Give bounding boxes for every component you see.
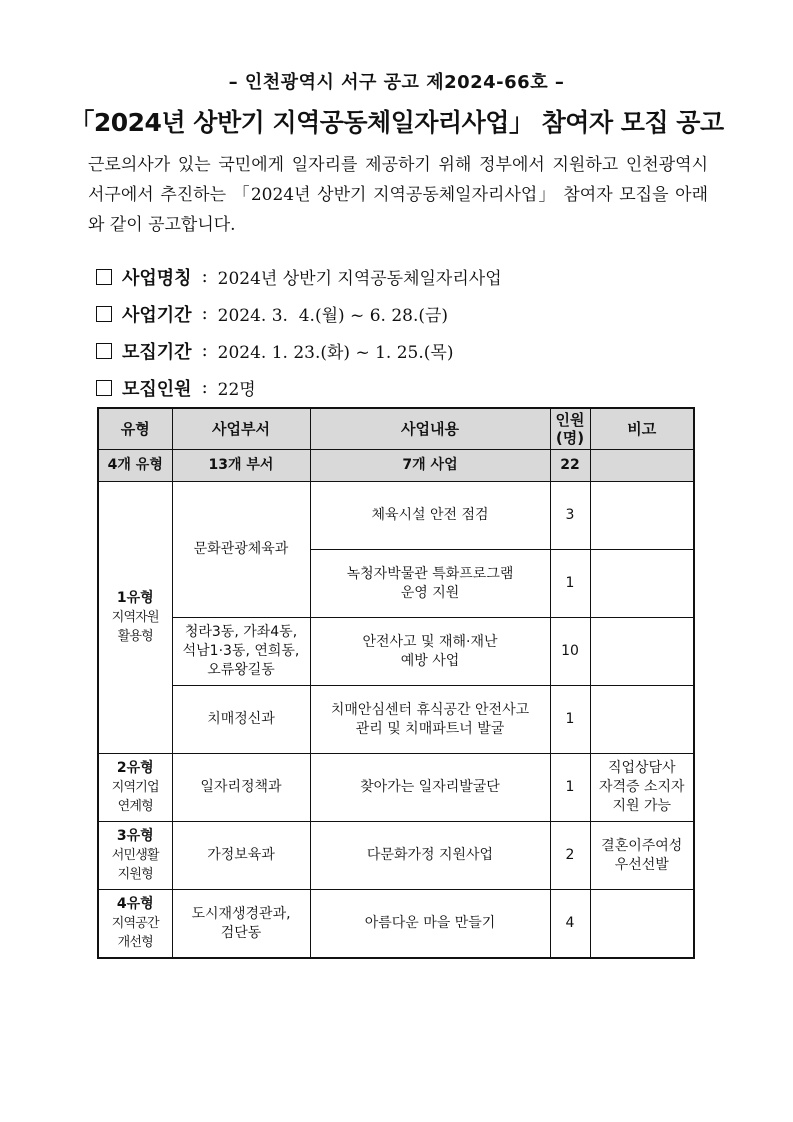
item-value: 2024. 3. 4.(월) ~ 6. 28.(금): [217, 306, 449, 326]
table-row: [98, 482, 694, 550]
item-recruit-count: [96, 369, 706, 406]
content-cell: 녹청자박물관 특화프로그램 운영 지원: [310, 550, 550, 618]
count-cell: 3: [550, 482, 590, 550]
note-cell: [590, 686, 694, 754]
type-name: 4유형: [116, 896, 154, 912]
table-row: [98, 822, 694, 890]
item-separator: :: [201, 266, 208, 287]
checkbox-icon: [96, 269, 112, 285]
content-cell: 다문화가정 지원사업: [310, 822, 550, 890]
table-row: [98, 890, 694, 959]
item-value: 22명: [217, 380, 256, 400]
summary-dept: 13개 부서: [172, 450, 310, 482]
header-count: 인원 (명): [550, 408, 590, 450]
type-cell: [98, 890, 172, 959]
count-cell: 10: [550, 618, 590, 686]
summary-note: [590, 450, 694, 482]
item-label: 사업기간: [122, 304, 192, 326]
header-type: 유형: [98, 408, 172, 450]
dept-cell: 문화관광체육과: [172, 482, 310, 618]
page-title: 「2024년 상반기 지역공동체일자리사업」 참여자 모집 공고: [69, 108, 724, 137]
program-table: [97, 407, 695, 959]
item-label: 모집인원: [122, 378, 192, 400]
note-cell: [590, 482, 694, 550]
table-header-row: [98, 408, 694, 450]
type-name: 1유형: [116, 590, 154, 606]
item-value: 2024년 상반기 지역공동체일자리사업: [217, 269, 502, 289]
type-name: 2유형: [116, 760, 154, 776]
header-content: 사업내용: [310, 408, 550, 450]
header-note: 비고: [590, 408, 694, 450]
summary-content: 7개 사업: [310, 450, 550, 482]
item-label: 사업명칭: [122, 267, 192, 289]
summary-type: 4개 유형: [98, 450, 172, 482]
content-cell: 체육시설 안전 점검: [310, 482, 550, 550]
dept-cell: 치매정신과: [172, 686, 310, 754]
content-cell: 아름다운 마을 만들기: [310, 890, 550, 959]
note-cell: [590, 550, 694, 618]
item-recruit-period: [96, 332, 706, 369]
type-cell: [98, 482, 172, 754]
dept-cell: 일자리정책과: [172, 754, 310, 822]
count-cell: 1: [550, 550, 590, 618]
type-name: 3유형: [116, 828, 154, 844]
type-subtitle: 지역자원 활용형: [111, 610, 159, 644]
checkbox-icon: [96, 380, 112, 396]
content-cell: 치매안심센터 휴식공간 안전사고 관리 및 치매파트너 발굴: [310, 686, 550, 754]
count-cell: 1: [550, 754, 590, 822]
content-cell: 안전사고 및 재해·재난 예방 사업: [310, 618, 550, 686]
dept-cell: 가정보육과: [172, 822, 310, 890]
count-cell: 1: [550, 686, 590, 754]
dept-cell: 청라3동, 가좌4동, 석남1·3동, 연희동, 오류왕길동: [172, 618, 310, 686]
item-separator: :: [201, 340, 208, 361]
type-subtitle: 지역기업 연계형: [111, 780, 159, 814]
item-separator: :: [201, 303, 208, 324]
header-dept: 사업부서: [172, 408, 310, 450]
notice-number: – 인천광역시 서구 공고 제2024-66호 –: [228, 72, 565, 93]
table-summary-row: [98, 450, 694, 482]
summary-count: 22: [550, 450, 590, 482]
content-cell: 찾아가는 일자리발굴단: [310, 754, 550, 822]
checkbox-icon: [96, 343, 112, 359]
note-cell: 결혼이주여성 우선선발: [590, 822, 694, 890]
table-row: [98, 618, 694, 686]
type-subtitle: 지역공간 개선형: [111, 916, 159, 950]
note-cell: [590, 890, 694, 959]
item-label: 모집기간: [122, 341, 192, 363]
table-row: [98, 686, 694, 754]
summary-items: [96, 258, 706, 406]
dept-cell: 도시재생경관과, 검단동: [172, 890, 310, 959]
count-cell: 2: [550, 822, 590, 890]
type-subtitle: 서민생활 지원형: [111, 848, 159, 882]
checkbox-icon: [96, 306, 112, 322]
item-value: 2024. 1. 23.(화) ~ 1. 25.(목): [217, 343, 454, 363]
table-row: [98, 754, 694, 822]
item-business-name: [96, 258, 706, 295]
item-business-period: [96, 295, 706, 332]
type-cell: [98, 822, 172, 890]
note-cell: 직업상담사 자격증 소지자 지원 가능: [590, 754, 694, 822]
item-separator: :: [201, 377, 208, 398]
intro-paragraph: 근로의사가 있는 국민에게 일자리를 제공하기 위해 정부에서 지원하고 인천광역시 서구에서 추진하는 「2024년 상반기 지역공동체일자리사업」 참여자 모집을 아래와 같이 공고합니다.: [88, 155, 708, 235]
note-cell: [590, 618, 694, 686]
count-cell: 4: [550, 890, 590, 959]
type-cell: [98, 754, 172, 822]
